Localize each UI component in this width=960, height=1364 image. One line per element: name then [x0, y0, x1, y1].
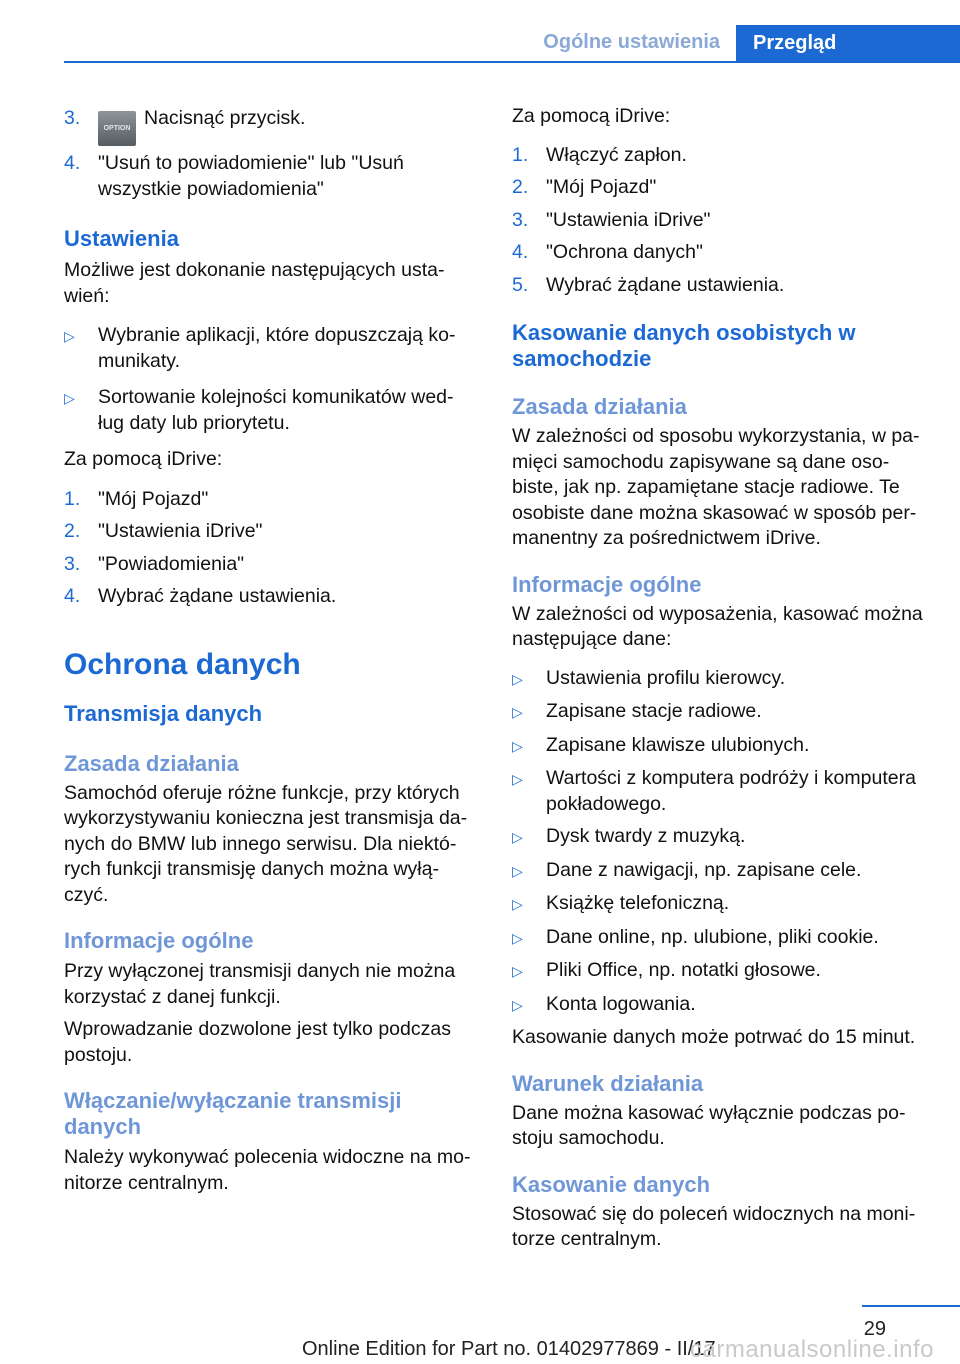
section-heading: Transmisja danych [64, 700, 263, 726]
list-item [512, 208, 927, 234]
condition-text: Dane można kasować wyłącznie podczas po- stoju samochodu. [512, 1101, 906, 1149]
header-rule [64, 61, 960, 63]
list-item [512, 143, 927, 169]
general-text: Wprowadzanie dozwolone jest tylko podczas postoju. [64, 1018, 451, 1066]
principle-text: W zależności od sposobu wykorzystania, w pa- mięci samochodu zapisywane są dane oso- biste, jak np. zapamiętane stacje radiowe. Te osobiste dane można skasować w sposób per- manentny za pośrednictwem iDrive. [512, 425, 920, 549]
step-number: 3. [64, 107, 81, 129]
bullet-text: Wartości z komputera podróży i komputera pokładowego. [546, 767, 916, 815]
step-number: 1. [512, 143, 529, 166]
bullet-icon: ▷ [512, 737, 523, 754]
bullet-icon: ▷ [512, 929, 523, 946]
step-text: "Ochrona danych" [546, 241, 703, 263]
step-text: Wybrać żądane ustawienia. [98, 585, 337, 607]
step-text: "Ustawienia iDrive" [98, 520, 263, 542]
step-text: Wybrać żądane ustawienia. [546, 273, 785, 296]
bullet-text: Dane online, np. ulubione, pliki cookie. [546, 925, 879, 948]
settings-heading: Ustawienia [64, 226, 179, 251]
step-text: "Ustawienia iDrive" [546, 208, 711, 231]
bullet-icon: ▷ [512, 963, 523, 979]
list-item [512, 858, 927, 885]
subsection-heading: Warunek działania [512, 1070, 704, 1096]
list-item [64, 323, 479, 374]
bullet-icon: ▷ [512, 829, 523, 845]
bullet-icon: ▷ [512, 862, 523, 879]
bullet-text: Zapisane stacje radiowe. [546, 700, 762, 722]
step-text [98, 106, 479, 146]
step-text: "Mój Pojazd" [98, 487, 209, 510]
step-number: 2. [512, 176, 529, 198]
list-item [512, 925, 927, 952]
list-item [512, 175, 927, 201]
footer-rule [862, 1305, 960, 1307]
subsection-heading: Włączanie/wyłączanie transmisji danych [64, 1088, 402, 1139]
option-button-icon: OPTION [98, 111, 136, 146]
bullet-text: Zapisane klawisze ulubionych. [546, 733, 810, 756]
step-number: 4. [64, 152, 81, 174]
list-item [512, 273, 927, 299]
bullet-text: Książkę telefoniczną. [546, 892, 730, 914]
list-item [512, 992, 927, 1019]
step-number: 3. [512, 208, 529, 231]
bullet-text: Dysk twardy z muzyką. [546, 825, 746, 847]
bullet-icon: ▷ [512, 771, 523, 787]
list-item [512, 824, 927, 851]
step-number: 2. [64, 520, 81, 542]
list-item [512, 958, 927, 985]
header-section-title: Ogólne ustawienia [543, 31, 720, 53]
subsection-heading: Informacje ogólne [64, 928, 254, 953]
bullet-text: Pliki Office, np. notatki głosowe. [546, 959, 821, 981]
step-number: 4. [512, 241, 529, 263]
page-number: 29 [863, 1318, 886, 1340]
bullet-icon: ▷ [64, 390, 75, 406]
step-text: "Usuń to powiadomienie" lub "Usuń wszystkie powiadomienia" [98, 152, 404, 200]
section-heading: Kasowanie danych osobistych w samochodzie [512, 320, 856, 371]
list-item [512, 666, 927, 693]
edition-text: Online Edition for Part no. 01402977869 - II/17 [302, 1338, 716, 1360]
left-column [64, 100, 479, 1196]
idrive-intro: Za pomocą iDrive: [512, 105, 671, 127]
list-item [512, 891, 927, 918]
subsection-heading: Kasowanie danych [512, 1171, 711, 1197]
step-number: 3. [64, 552, 81, 575]
watermark: carmanualsonline.info [690, 1336, 934, 1363]
list-item [64, 151, 479, 202]
list-item [512, 699, 927, 726]
general-text: Przy wyłączonej transmisji danych nie można korzystać z danej funkcji. [64, 960, 456, 1008]
bullet-text: Wybranie aplikacji, które dopuszczają ko- munikaty. [98, 324, 456, 372]
toggle-text: Należy wykonywać polecenia widoczne na mo- nitorze centralnym. [64, 1146, 471, 1194]
subsection-heading: Zasada działania [64, 750, 239, 776]
step-number: 5. [512, 273, 529, 296]
duration-text: Kasowanie danych może potrwać do 15 minut. [512, 1026, 916, 1048]
step-text: "Powiadomienia" [98, 552, 245, 575]
bullet-icon: ▷ [512, 704, 523, 720]
page-header [0, 0, 960, 62]
deleting-text: Stosować się do poleceń widocznych na moni- torze centralnym. [512, 1202, 916, 1250]
subsection-heading: Informacje ogólne [512, 571, 702, 597]
header-tab: Przegląd [736, 25, 960, 62]
list-item [64, 106, 479, 146]
bullet-icon: ▷ [512, 996, 523, 1013]
bullet-text: Dane z nawigacji, np. zapisane cele. [546, 858, 862, 881]
bullet-icon: ▷ [64, 328, 75, 344]
list-item [64, 584, 479, 610]
list-item [512, 240, 927, 266]
bullet-icon: ▷ [512, 670, 523, 687]
list-item [64, 385, 479, 436]
chapter-heading: Ochrona danych [64, 647, 301, 681]
principle-text: Samochód oferuje różne funkcje, przy których wykorzystywaniu konieczna jest transmisja da- nych do BMW lub innego serwisu. Dla niektó- rych funkcji transmisję danych można wyłą- czyć. [64, 781, 468, 906]
idrive-intro: Za pomocą iDrive: [64, 448, 223, 470]
bullet-text: Konta logowania. [546, 992, 696, 1015]
bullet-text: Ustawienia profilu kierowcy. [546, 666, 786, 689]
step-text: Włączyć zapłon. [546, 143, 687, 166]
step-text: "Mój Pojazd" [546, 176, 657, 198]
bullet-icon: ▷ [512, 896, 523, 912]
bullet-text: Sortowanie kolejności komunikatów wed- ług daty lub priorytetu. [98, 386, 454, 434]
list-item [64, 487, 479, 513]
list-item [64, 519, 479, 545]
step-label: Nacisnąć przycisk. [144, 107, 306, 129]
step-number: 1. [64, 487, 81, 510]
subsection-heading: Zasada działania [512, 394, 687, 419]
settings-intro: Możliwe jest dokonanie następujących usta- wień: [64, 259, 445, 307]
general-text: W zależności od wyposażenia, kasować można następujące dane: [512, 602, 923, 650]
list-item [512, 733, 927, 760]
list-item [64, 552, 479, 578]
step-number: 4. [64, 585, 81, 607]
right-column [512, 100, 927, 1253]
list-item [512, 766, 927, 817]
